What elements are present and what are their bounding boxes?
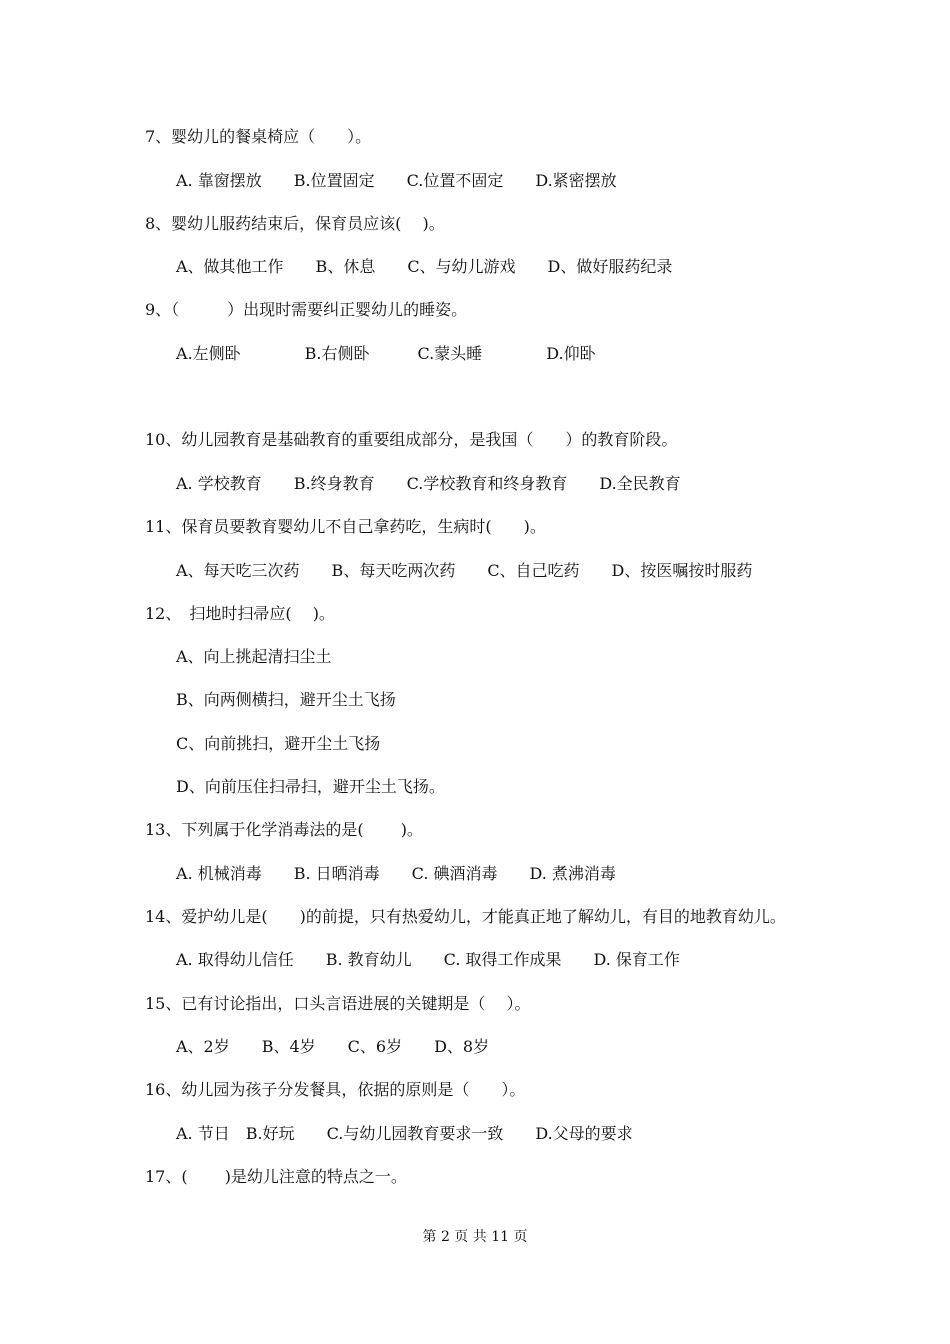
question-options: A. 靠窗摆放 B.位置固定 C.位置不固定 D.紧密摆放 bbox=[176, 171, 617, 190]
page-footer: 第 2 页 共 11 页 bbox=[422, 1229, 528, 1245]
question-option-b: B、向两侧横扫，避开尘土飞扬 bbox=[176, 690, 396, 709]
question-options: A.左侧卧 B.右侧卧 C.蒙头睡 D.仰卧 bbox=[176, 344, 596, 363]
question-options: A、每天吃三次药 B、每天吃两次药 C、自己吃药 D、按医嘱按时服药 bbox=[176, 561, 753, 580]
question-stem: 14、爱护幼儿是( )的前提，只有热爱幼儿，才能真正地了解幼儿，有目的地教育幼儿。 bbox=[145, 907, 786, 926]
question-stem: 17、( )是幼儿注意的特点之一。 bbox=[145, 1167, 407, 1186]
question-options: A、做其他工作 B、休息 C、与幼儿游戏 D、做好服药纪录 bbox=[176, 257, 673, 276]
question-option-d: D、向前压住扫帚扫，避开尘土飞扬。 bbox=[176, 777, 445, 796]
question-stem: 10、幼儿园教育是基础教育的重要组成部分，是我国（ ）的教育阶段。 bbox=[145, 430, 678, 449]
question-option-a: A、向上挑起清扫尘土 bbox=[176, 647, 332, 666]
question-option-c: C、向前挑扫，避开尘土飞扬 bbox=[176, 734, 381, 753]
question-stem: 9、（ ）出现时需要纠正婴幼儿的睡姿。 bbox=[145, 300, 468, 319]
question-options: A. 取得幼儿信任 B. 教育幼儿 C. 取得工作成果 D. 保育工作 bbox=[176, 950, 680, 969]
question-stem: 15、已有讨论指出，口头言语进展的关键期是（ ）。 bbox=[145, 994, 531, 1013]
question-stem: 13、下列属于化学消毒法的是( )。 bbox=[145, 820, 423, 839]
question-options: A、2岁 B、4岁 C、6岁 D、8岁 bbox=[176, 1037, 490, 1056]
question-stem: 16、幼儿园为孩子分发餐具，依据的原则是（ ）。 bbox=[145, 1080, 526, 1099]
question-options: A. 学校教育 B.终身教育 C.学校教育和终身教育 D.全民教育 bbox=[176, 474, 681, 493]
question-stem: 7、婴幼儿的餐桌椅应（ ）。 bbox=[145, 127, 372, 146]
question-stem: 8、婴幼儿服药结束后，保育员应该( )。 bbox=[145, 214, 445, 233]
question-stem: 12、 扫地时扫帚应( )。 bbox=[145, 604, 335, 623]
question-options: A. 节日 B.好玩 C.与幼儿园教育要求一致 D.父母的要求 bbox=[176, 1124, 633, 1143]
question-stem: 11、保育员要教育婴幼儿不自己拿药吃，生病时( )。 bbox=[145, 517, 546, 536]
question-options: A. 机械消毒 B. 日晒消毒 C. 碘酒消毒 D. 煮沸消毒 bbox=[176, 864, 616, 883]
